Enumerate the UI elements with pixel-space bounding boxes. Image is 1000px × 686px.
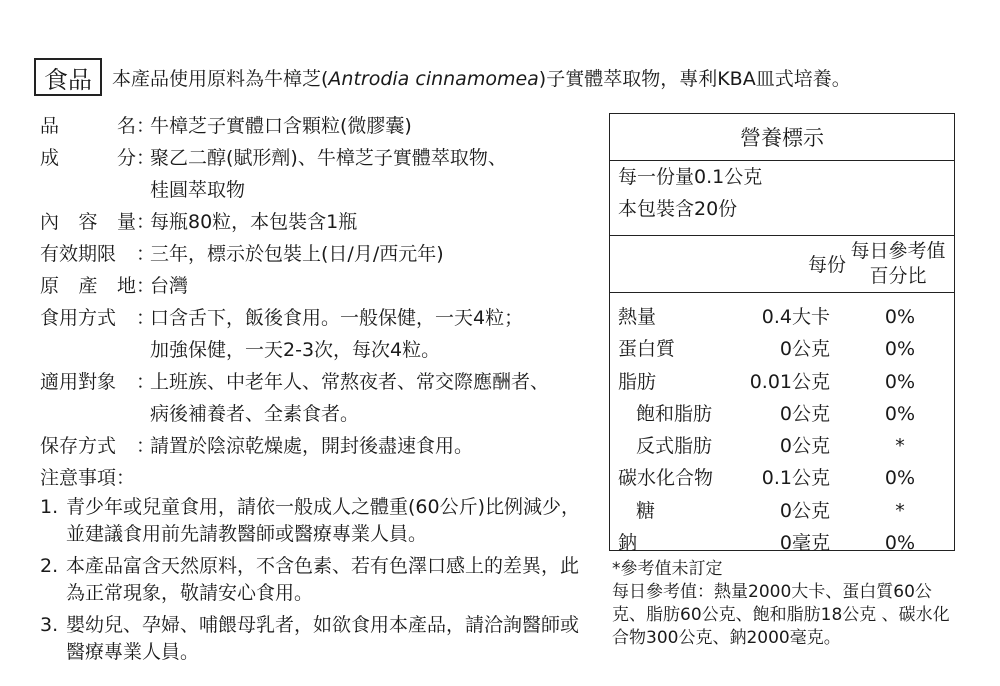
nutrition-panel [609,113,955,555]
serving-size: 每一份量0.1公克 [618,166,763,188]
product-intro [112,64,851,91]
label-name: 品 名 [40,115,136,137]
value-name: 牛樟芝子實體口含顆粒(微膠囊) [150,115,412,137]
col-per-serving: 每份 [807,254,846,276]
row-contents: 內 容 量 ： 每瓶80粒，本包裝含1瓶 [40,206,600,238]
table-row: 飽和脂肪 0公克 0% [636,402,916,425]
table-row: 脂肪 0.01公克 0% [618,370,916,393]
value-origin: 台灣 [150,275,189,297]
value-ingredients: 聚乙二醇(賦形劑)、牛樟芝子實體萃取物、 [150,147,507,169]
servings-per-pack: 本包裝含20份 [618,198,738,220]
footnote-daily-values: 每日參考值：熱量2000大卡、蛋白質60公克、脂肪60公克、飽和脂肪18公克 、碳水化合物300公克、鈉2000毫克。 [612,582,950,648]
footnote-undefined: *參考值未訂定 [612,559,723,579]
label-ingredients: 成 分 [40,147,136,169]
note-item: 1. 青少年或兒童食用，請依一般成人之體重(60公斤)比例減少，並建議食用前先請教醫師或醫療專業人員。 [40,496,581,545]
note-item: 2. 本產品富含天然原料，不含色素、若有色澤口感上的差異，此為正常現象，敬請安心食用。 [40,555,580,604]
value-usage-cont: 加強保健，一天2-3次，每次4粒。 [150,339,441,361]
label-contents: 內 容 量 [40,211,136,233]
nutrition-footnote [612,558,962,650]
row-name: 品 名 ： 牛樟芝子實體口含顆粒(微膠囊) [40,110,600,142]
col-daily-value: 每日參考值 百分比 [850,240,946,287]
serving-info [610,161,954,225]
row-expiry: 有效期限 ： 三年，標示於包裝上(日/月/西元年) [40,238,600,270]
label-origin: 原 產 地 [40,275,136,297]
value-expiry: 三年，標示於包裝上(日/月/西元年) [150,243,444,265]
intro-after: )子實體萃取物，專利KBA皿式培養。 [538,67,851,90]
value-usage: 口含舌下，飯後食用。一般保健，一天4粒； [150,307,524,329]
row-origin: 原 產 地 ： 台灣 [40,270,600,302]
table-row: 反式脂肪 0公克 * [636,435,905,458]
nutrition-rows [610,293,954,559]
value-contents: 每瓶80粒，本包裝含1瓶 [150,211,358,233]
row-target: 適用對象 ： 上班族、中老年人、常熬夜者、常交際應酬者、 [40,366,600,398]
value-ingredients-cont: 桂圓萃取物 [150,179,246,201]
nutrition-title: 營養標示 [610,114,954,161]
label-target: 適用對象 [40,371,117,393]
label-expiry: 有效期限 [40,243,117,265]
value-storage: 請置於陰涼乾燥處，開封後盡速食用。 [150,435,474,457]
row-ingredients: 成 分 ： 聚乙二醇(賦形劑)、牛樟芝子實體萃取物、 [40,142,600,174]
value-target-cont: 病後補養者、全素食者。 [150,403,360,425]
table-row: 糖 0公克 * [636,499,905,522]
row-usage: 食用方式 ： 口含舌下，飯後食用。一般保健，一天4粒； [40,302,600,334]
product-info [40,110,600,671]
label-usage: 食用方式 [40,307,117,329]
header [34,57,851,97]
row-storage: 保存方式 ： 請置於陰涼乾燥處，開封後盡速食用。 [40,430,600,462]
category-badge: 食品 [34,58,102,96]
note-item: 3. 嬰幼兒、孕婦、哺餵母乳者，如欲食用本產品，請洽詢醫師或醫療專業人員。 [40,614,580,663]
table-row: 碳水化合物 0.1公克 0% [618,467,916,490]
value-target: 上班族、中老年人、常熬夜者、常交際應酬者、 [150,371,550,393]
nutrition-header [610,235,954,293]
notes-title: 注意事項： [40,467,136,489]
label-storage: 保存方式 [40,435,117,457]
table-row: 蛋白質 0公克 0% [618,338,916,361]
intro-before: 本產品使用原料為牛樟芝( [112,67,329,90]
table-row: 熱量 0.4大卡 0% [618,306,916,328]
intro-latin: Antrodia cinnamomea [328,67,539,90]
table-row: 鈉 0毫克 0% [618,532,916,555]
